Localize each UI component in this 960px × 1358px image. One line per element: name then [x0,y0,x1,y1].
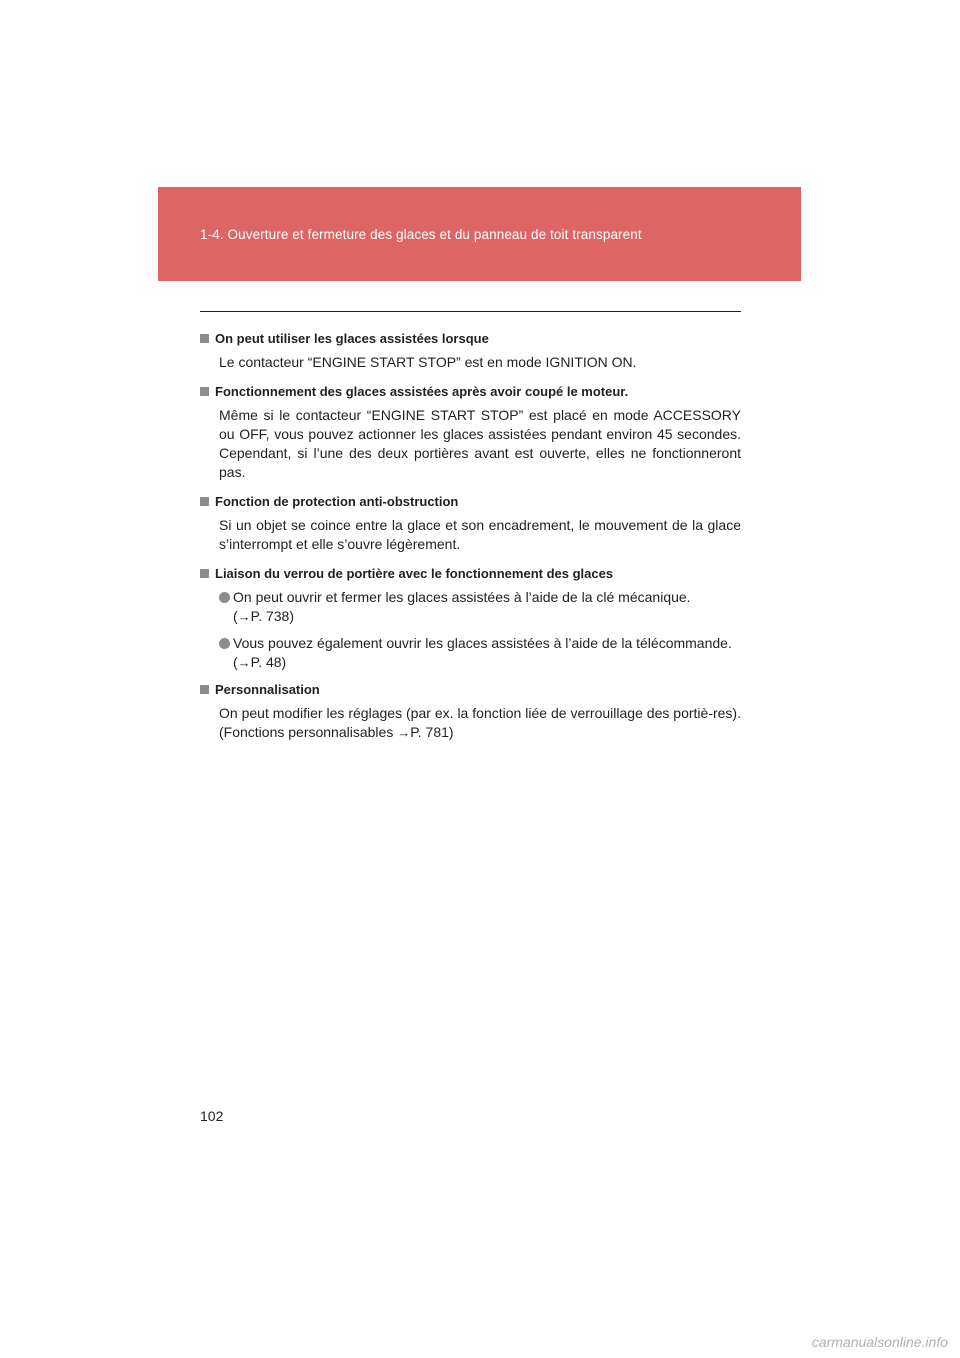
section-heading-text: Fonctionnement des glaces assistées après avoir coupé le moteur. [215,384,629,399]
top-divider [200,311,741,312]
arrow-right-icon: → [237,655,251,670]
section-heading [200,564,741,584]
chapter-title: 1-4. Ouverture et fermeture des glaces et du panneau de toit transparent [200,227,642,242]
page-reference: P. 48) [250,654,287,670]
section-body: Le contacteur “ENGINE START STOP” est en mode IGNITION ON. [219,354,637,370]
page-ref-open: ( [233,608,238,624]
section-heading [200,382,741,402]
arrow-right-icon: → [397,725,411,740]
page-reference: P. 738) [250,608,295,624]
section-heading-text: On peut utiliser les glaces assistées lorsque [215,331,489,346]
section-body-text: On peut modifier les réglages (par ex. la fonction liée de verrouillage des portiè-res). (Fonctions personnalisables [219,705,741,740]
section-body [219,704,741,742]
round-bullet-icon [219,638,230,649]
arrow-right-icon: → [237,609,251,624]
list-item-text: On peut ouvrir et fermer les glaces assistées à l’aide de la clé mécanique. [233,589,691,605]
section-heading-text: Fonction de protection anti-obstruction [215,494,459,509]
section-body: Si un objet se coince entre la glace et son encadrement, le mouvement de la glace s’interrompt et elle s’ouvre légèrement. [219,517,741,552]
square-bullet-icon [200,685,209,694]
section-body: Même si le contacteur “ENGINE START STOP” est placé en mode ACCESSORY ou OFF, vous pouvez actionner les glaces assistées pendant environ 45 secondes. Cependant, si l’une des deux portières avant est ouverte, elles ne fonctionneront pas. [219,407,741,480]
page-reference: P. 781) [410,724,454,740]
round-bullet-icon [219,592,230,603]
section-heading [200,492,741,512]
square-bullet-icon [200,569,209,578]
section-heading [200,680,741,700]
page-ref-open: ( [233,654,238,670]
watermark: carmanualsonline.info [811,1334,948,1350]
page-number: 102 [200,1108,224,1124]
section-heading-text: Liaison du verrou de portière avec le fonctionnement des glaces [215,566,614,581]
section-heading-text: Personnalisation [215,682,320,697]
chapter-header-band [158,187,801,281]
list-item [219,588,741,626]
square-bullet-icon [200,334,209,343]
section-heading [200,329,741,349]
list-item-text: Vous pouvez également ouvrir les glaces assistées à l’aide de la télécommande. [233,635,732,651]
list-item [219,634,741,672]
square-bullet-icon [200,497,209,506]
page-content [200,329,741,752]
square-bullet-icon [200,387,209,396]
